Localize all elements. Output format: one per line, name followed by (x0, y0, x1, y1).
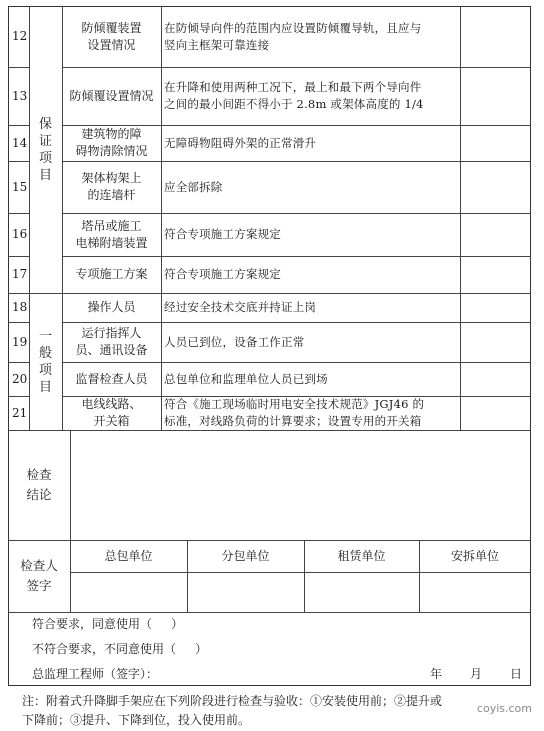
row-number: 13 (12, 88, 28, 103)
row-number: 21 (12, 405, 28, 420)
item-name: 专项施工方案 (75, 267, 148, 281)
item-requirement: 总包单位和监理单位人员已到场 (164, 371, 328, 386)
result-cell[interactable] (460, 362, 531, 396)
signature-cell-0[interactable] (70, 572, 187, 612)
item-name: 电线线路、 开关箱 (81, 397, 142, 428)
group-general-label: 一般项目 (38, 328, 52, 395)
result-cell[interactable] (460, 256, 531, 293)
footnote: 注：附着式升降脚手架应在下列阶段进行检查与验收：①安装使用前；②提升或 下降前；③提升、下降到位，投入使用前。 (22, 694, 443, 727)
signature-cell-3[interactable] (419, 572, 531, 612)
item-name: 防倾覆设置情况 (69, 88, 154, 103)
unit-header-3: 安拆单位 (450, 548, 499, 563)
group-guarantee-label: 保证项目 (38, 116, 52, 183)
item-requirement: 在升降和使用两种工况下，最上和最下两个导向件 之间的最小间距不得小于 2.8m 或架体高度的 1/4 (164, 80, 424, 111)
date-year: 年 (430, 667, 443, 681)
item-requirement: 人员已到位，设备工作正常 (164, 334, 305, 349)
group-general (29, 293, 62, 430)
row-number: 19 (12, 334, 28, 349)
item-requirement: 经过安全技术交底并持证上岗 (164, 300, 317, 314)
group-guarantee (29, 6, 62, 293)
row-number: 16 (12, 227, 28, 241)
item-name: 监督检查人员 (75, 371, 148, 386)
result-cell[interactable] (460, 322, 531, 362)
row-number: 15 (12, 179, 28, 194)
row-number: 14 (12, 135, 28, 150)
unit-header-1: 分包单位 (221, 548, 270, 563)
supervisor-signature-label: 总监理工程师（签字）： (32, 667, 159, 681)
date-day: 日 (510, 667, 523, 681)
result-cell[interactable] (460, 293, 531, 322)
result-cell[interactable] (460, 67, 531, 125)
conclusion-label: 检查 结论 (26, 467, 52, 502)
item-requirement: 无障碍物阻碍外架的正常滑升 (164, 135, 317, 150)
item-name: 防倾覆装置 设置情况 (81, 20, 142, 52)
result-cell[interactable] (460, 396, 531, 430)
result-cell[interactable] (460, 6, 531, 67)
item-requirement: 符合《施工现场临时用电安全技术规范》JGJ46 的 标准，对线路负荷的计算要求；设置专用的开关箱 (164, 397, 425, 428)
item-name: 操作人员 (87, 300, 136, 314)
signature-cell-2[interactable] (304, 572, 419, 612)
item-name: 建筑物的障 碍物清除情况 (75, 127, 148, 158)
disagree-option[interactable]: 不符合要求，不同意使用（ ） (32, 642, 208, 656)
result-cell[interactable] (460, 213, 531, 256)
watermark: coyis.com (476, 702, 532, 715)
inspector-label: 检查人 签字 (20, 558, 58, 593)
unit-header-2: 租赁单位 (337, 548, 386, 563)
row-number: 17 (12, 267, 28, 281)
signature-cell-1[interactable] (187, 572, 304, 612)
unit-header-0: 总包单位 (104, 548, 153, 563)
item-requirement: 在防倾导向件的范围内应设置防倾覆导轨，且应与 竖向主框架可靠连接 (164, 20, 422, 52)
result-cell[interactable] (460, 125, 531, 161)
item-requirement: 符合专项施工方案规定 (164, 227, 281, 241)
item-requirement: 符合专项施工方案规定 (164, 267, 281, 281)
row-number: 20 (12, 371, 28, 386)
row-number: 12 (12, 29, 28, 43)
result-cell[interactable] (460, 161, 531, 213)
agree-option[interactable]: 符合要求，同意使用（ ） (32, 617, 184, 631)
date-month: 月 (470, 667, 483, 681)
row-number: 18 (12, 300, 28, 314)
item-name: 塔吊或施工 电梯附墙装置 (75, 218, 148, 250)
item-name: 架体构架上 的连墙杆 (81, 171, 142, 202)
item-name: 运行指挥人 员、通讯设备 (75, 326, 148, 357)
conclusion-area[interactable] (70, 430, 531, 540)
item-requirement: 应全部拆除 (164, 179, 223, 194)
